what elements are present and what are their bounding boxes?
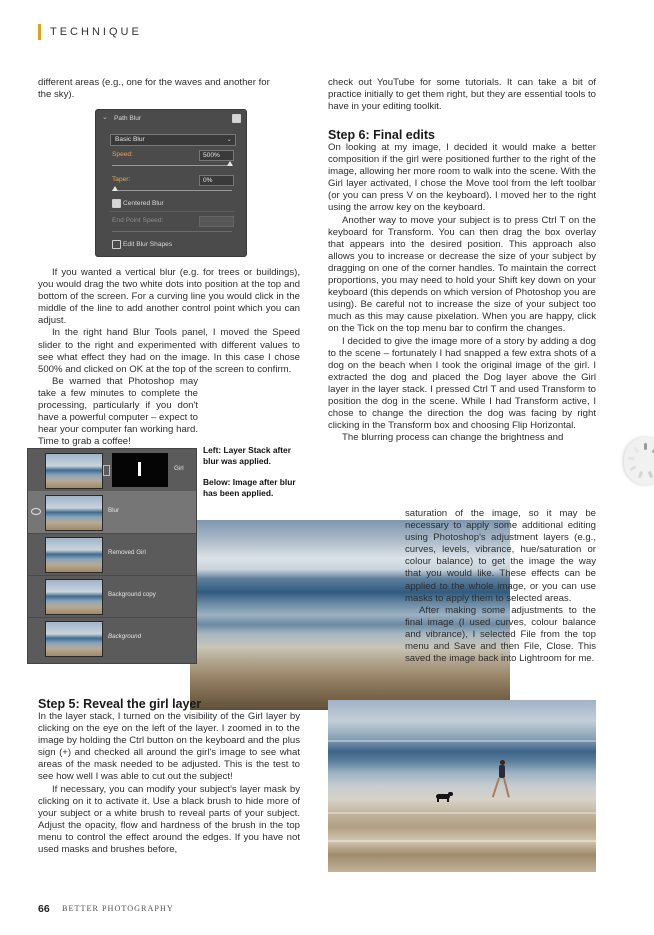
step6-paragraph-2: Another way to move your subject is to press Ctrl T on the keyboard for Transform. You can then drag the box overlay that appears into the desired position. This approach also allows you to increase or decrease the size of your subject by dragging on one of the corner handles. To maintain the correct proportions, you may need to hold your Shift key down on your keyboard (this depends on which version of Photoshop you are using). Be careful not to increase the size of your subject too much as this may cause pixelation. When you are happy, click on the Tick on the top menu bar to confirm the changes. [328,214,596,335]
taper-slider-handle[interactable] [112,186,118,191]
left-body [38,267,300,448]
caption-image-after-blur: Below: Image after blur has been applied. [203,477,296,498]
layer-name: Girl [174,465,184,472]
panel-divider [110,211,234,212]
step6-body [328,142,596,444]
layer-blur[interactable] [28,491,196,534]
page-number: 66 [38,903,50,915]
layer-name: Background copy [108,591,156,598]
mask-figure [138,462,141,476]
left-intro [38,77,278,101]
layer-background[interactable] [28,617,196,659]
loading-spinner-icon [624,437,654,485]
layer-thumbnail [45,537,103,573]
step6-heading: Step 6: Final edits [328,128,435,142]
blur-preset-select[interactable] [110,134,236,146]
layer-thumbnail [45,579,103,615]
right-wrap-text [405,508,596,665]
layer-thumbnail [45,495,103,531]
paragraph-warning: Be warned that Photoshop may take a few minutes to complete the processing, particularly if you don't have a powerful computer – expect to hear your computer fan working hard. Time to grab a coffee! [38,375,198,448]
step6-paragraph-3: I decided to give the image more of a story by adding a dog to the scene – fortunately I had snapped a few extra shots of a dog on the beach when I took the original image of the girl. I extracted the dog and placed the Dog layer above the Girl layer in the layer stack. I pressed Ctrl T and used Transform to position the dog in the scene. While I had Transform active, I chose to change the direction the dog was facing by right clicking in the Transform box and choosing Flip Horizontal. [328,335,596,432]
taper-label: Taper: [112,176,131,183]
step6-paragraph-4a: The blurring process can change the brightness and [342,432,564,444]
motion-streak [328,740,596,742]
taper-slider[interactable] [112,190,232,191]
layer-name: Background [108,633,142,640]
blur-preset-value: Basic Blur [115,136,145,143]
layer-name: Removed Girl [108,549,146,556]
speed-label: Speed: [112,151,133,158]
right-intro-paragraph: check out YouTube for some tutorials. It can take a bit of practice initially to get them right, but they are essential tools to have in your editing toolkit. [328,77,596,113]
magazine-name: BETTER PHOTOGRAPHY [62,904,174,913]
layer-background-copy[interactable] [28,575,196,618]
layer-thumbnail [45,453,103,489]
chevron-down-icon: ⌄ [226,136,232,143]
endpoint-speed-slider[interactable] [112,231,232,232]
collapse-icon[interactable]: ⌄ [102,114,108,121]
paragraph-vertical-blur: If you wanted a vertical blur (e.g. for trees or buildings), you would drag the two white dots into position at the top and bottom of the screen. For a curving line you would click in the middle of the line to add another control point which you can adjust. [38,267,300,327]
layer-name: Blur [108,507,120,514]
motion-streak [328,840,596,842]
walking-girl [493,760,511,802]
edit-blur-shapes-checkbox[interactable] [112,240,121,249]
speed-slider[interactable] [112,165,232,166]
motion-streak [328,812,596,814]
centered-blur-label: Centered Blur [123,200,164,207]
caption-layer-stack: Left: Layer Stack after blur was applied. [203,445,291,466]
endpoint-speed-input[interactable] [199,216,234,227]
link-icon [103,465,110,476]
panel-title: Path Blur [114,115,142,122]
step5-paragraph-1: In the layer stack, I turned on the visibility of the Girl layer by clicking on the eye on the left of the layer. I zoomed in to the image by holding the Ctrl button on the keyboard and the plus sign (+) and checked all around the girl's image to see what areas of the mask needed to be adjusted. This is the test to see how well I was able to cut out the subject! [38,711,300,783]
eye-icon[interactable] [31,508,41,515]
section-label: TECHNIQUE [50,26,142,38]
centered-blur-checkbox[interactable] [112,199,121,208]
panel-enable-checkbox[interactable] [232,114,241,123]
speed-slider-handle[interactable] [227,161,233,166]
section-accent-bar [38,24,41,40]
edit-blur-shapes-label: Edit Blur Shapes [123,241,173,248]
paragraph-speed-slider: In the right hand Blur Tools panel, I moved the Speed slider to the right and experimented with different values to see what effect they had on the image. In this case I chose 500% and clicked on OK at the top of the screen to confirm. [38,327,300,375]
dog [434,792,454,802]
intro-paragraph: different areas (e.g., one for the waves and another for the sky). [38,77,270,101]
taper-input[interactable]: 0% [199,175,234,186]
step6-section [328,128,596,444]
step5-paragraph-2: If necessary, you can modify your subject's layer mask by clicking on it to activate it. Use a black brush to hide more of your subject or a white brush to reveal parts of your subject. Adjust the opacity, flow and hardness of the brush in the top menu to control the effect around the edges. If you have not used masks and brushes before, [38,783,300,856]
step6-paragraph-5: After making some adjustments to the final image (I used curves, colour balance and vibrance), I selected File from the top menu and Save and then File, Close. This saved the image back into Lightroom for me. [405,604,596,665]
step6-paragraph-4b: saturation of the image, so it may be necessary to apply some additional editing using Photoshop's adjustment layers (e.g., curves, levels, vibrance, hue/saturation or colour balance) to get the image the way that you would like. These effects can be applied to the whole image, or you can use masks to apply them to selected areas. [405,508,596,604]
step6-paragraph-1: On looking at my image, I decided it would make a better composition if the girl were positioned further to the right of the image, allowing her more room to walk into the scene. With the Girl layer activated, I chose the Move tool from the left toolbar (or you can press V on the keyboard). I moved her to the right using the arrow key on the keyboard. [328,142,596,214]
layer-stack-panel [27,448,197,664]
final-beach-photo [328,700,596,872]
step5-section [38,697,300,856]
path-blur-panel [96,110,246,256]
speed-input[interactable]: 500% [199,150,234,161]
step5-heading: Step 5: Reveal the girl layer [38,697,202,711]
step5-body [38,711,300,856]
layer-mask-thumbnail[interactable] [112,453,168,487]
layer-thumbnail [45,621,103,657]
layer-girl[interactable] [28,449,196,492]
right-intro [328,77,596,113]
layer-removed-girl[interactable] [28,533,196,576]
endpoint-speed-label: End Point Speed: [112,217,164,224]
